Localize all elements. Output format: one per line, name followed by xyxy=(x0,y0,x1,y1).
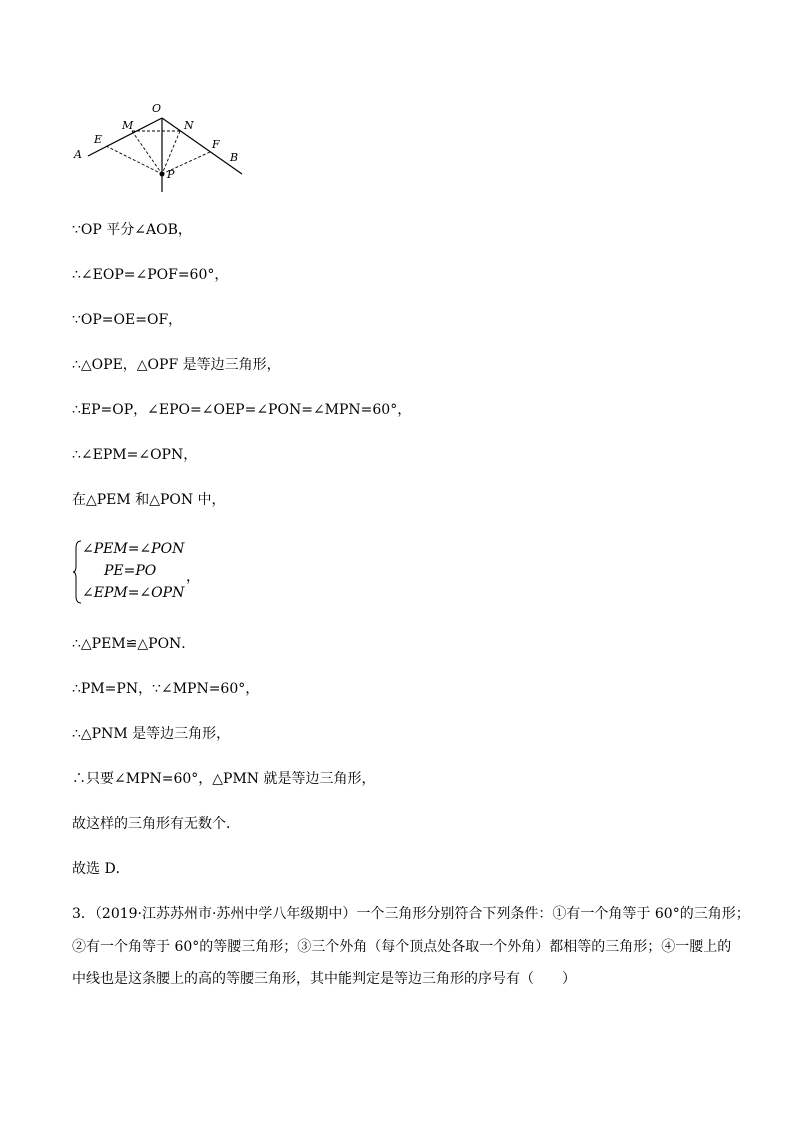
angle-diagram xyxy=(70,96,250,196)
proof-line-12: 故这样的三角形有无数个． xyxy=(72,816,240,832)
proof-line-2: ∴∠EOP=∠POF=60°， xyxy=(72,267,229,283)
proof-line-7: 在△PEM 和△PON 中， xyxy=(72,492,226,508)
proof-line-8: ∴△PEM≌△PON． xyxy=(72,636,196,652)
system-row-2: PE=PO xyxy=(104,563,157,579)
dash-ep xyxy=(106,146,162,174)
geometry-figure xyxy=(70,96,250,196)
label-e: E xyxy=(94,133,103,146)
dash-mp xyxy=(132,131,162,174)
label-a: A xyxy=(74,148,82,161)
proof-line-1: ∵OP 平分∠AOB， xyxy=(72,222,192,238)
label-n: N xyxy=(184,119,194,132)
label-m: M xyxy=(122,119,134,132)
system-comma: ， xyxy=(186,569,200,585)
problem-3-line-2: ②有一个角等于 60°的等腰三角形；③三个外角（每个顶点处各取一个外角）都相等的三角形；④一腰上的 xyxy=(72,939,732,955)
label-f: F xyxy=(212,138,220,151)
system-row-3: ∠EPM=∠OPN xyxy=(82,585,185,601)
system-row-1: ∠PEM=∠PON xyxy=(82,541,185,557)
label-b: B xyxy=(230,151,239,164)
proof-line-4: ∴△OPE，△OPF 是等边三角形， xyxy=(72,357,281,373)
proof-line-13: 故选 D． xyxy=(72,861,130,877)
left-brace xyxy=(72,540,82,604)
proof-line-9: ∴PM=PN，∵∠MPN=60°， xyxy=(72,681,260,697)
problem-3-line-3: 中线也是这条腰上的高的等腰三角形，其中能判定是等边三角形的序号有（ ） xyxy=(72,971,576,987)
point-p xyxy=(160,172,165,177)
proof-line-5: ∴EP=OP，∠EPO=∠OEP=∠PON=∠MPN=60°， xyxy=(72,402,412,418)
proof-line-11: ∴只要∠MPN=60°，△PMN 就是等边三角形， xyxy=(72,771,376,787)
proof-line-10: ∴△PNM 是等边三角形， xyxy=(72,726,231,742)
proof-line-6: ∴∠EPM=∠OPN， xyxy=(72,447,198,463)
proof-line-3: ∵OP=OE=OF， xyxy=(72,312,183,328)
equation-system xyxy=(72,536,232,606)
problem-3-line-1: 3．（2019·江苏苏州市·苏州中学八年级期中）一个三角形分别符合下列条件：①有一个角等于 60°的三角形； xyxy=(72,906,750,922)
label-o: O xyxy=(152,102,162,115)
label-p: P xyxy=(167,168,175,181)
